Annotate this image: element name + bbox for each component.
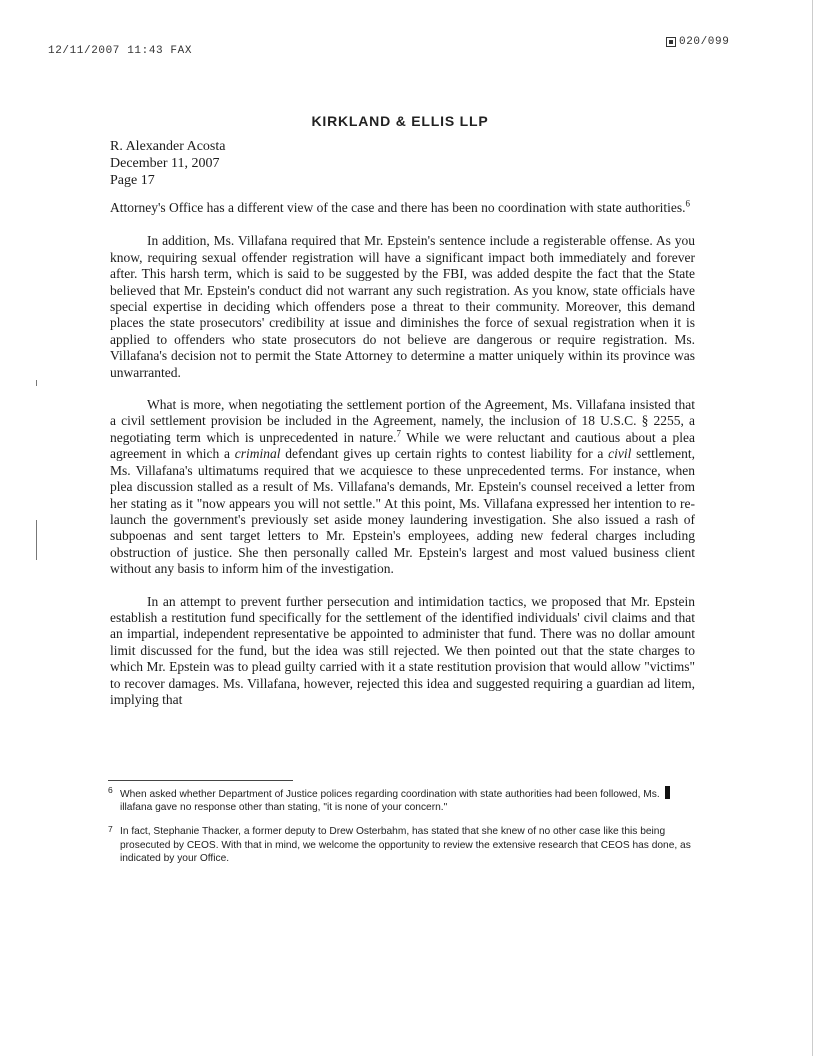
footnote-6: 6 When asked whether Department of Justice polices regarding coordination with state authorities had been followed, Ms. illafana gave no response other than stating, "it is none of your concern.": [108, 786, 698, 814]
footnote-7: 7 In fact, Stephanie Thacker, a former deputy to Drew Osterbahm, has stated that she knew of no other case like this being prosecuted by CEOS. With that in mind, we welcome the opportunity to review the extensive research that CEOS has done, as indicated by your Office.: [108, 824, 691, 864]
emphasis-criminal: criminal: [234, 446, 281, 462]
redaction-mark: [665, 786, 670, 799]
page-indicator: Page 17: [110, 173, 155, 188]
fax-page-number: 020/099: [679, 36, 730, 48]
paragraph-continuation: Attorney's Office has a different view of the case and there has been no coordination with state authorities.$^6$: [110, 198, 690, 215]
scan-edge: [812, 0, 813, 1056]
fax-page-counter: [666, 36, 729, 48]
fax-timestamp: 12/11/2007 11:43 FAX: [48, 45, 193, 57]
paragraph-restitution: In an attempt to prevent further persecution and intimidation tactics, we proposed that Mr. Epstein establish a restitution fund specifically for the settlement of the identified individuals' civil claims and that an impartial, independent representative be appointed to administer that fund. There was no dollar amount limit discussed for the fund, but the idea was still rejected. We then pointed out that the state charges to which Mr. Epstein was to plead guilty carried with it a state restitution provision that would allow "victims" to recover damages. Ms. Villafana, however, rejected this idea and suggested requiring a guardian ad litem, implying that: [110, 593, 695, 707]
footnotes-section: [108, 786, 698, 876]
footnote-ref-6: 6: [685, 198, 690, 209]
scan-artifact: [36, 520, 37, 560]
recipient-name: R. Alexander Acosta: [110, 139, 226, 154]
scan-artifact: [36, 380, 37, 386]
footnote-number: 6: [108, 785, 113, 795]
emphasis-civil: civil: [608, 446, 632, 462]
fax-status-icon: [666, 37, 676, 47]
letterhead-firm-name: KIRKLAND & ELLIS LLP: [311, 113, 489, 129]
paragraph-registration: In addition, Ms. Villafana required that Mr. Epstein's sentence include a registerable offense. As you know, requiring sexual offender registration will have a significant impact both immediately and forever after. This harsh term, which is said to be suggested by the FBI, was added despite the fact that the State believed that Mr. Epstein's conduct did not warrant any such registration. As you know, state officials have special expertise in deciding which offenders pose a threat to their community. Moreover, this demand places the state prosecutors' credibility at issue and diminishes the force of sexual registration when it is applied to offenders who state prosecutors do not believe are dangerous or require registration. Ms. Villafana's decision not to permit the State Attorney to determine a matter uniquely within its province was unwarranted.: [110, 233, 695, 380]
address-block: [110, 138, 225, 189]
footnote-ref-7: 7: [396, 428, 402, 439]
paragraph-settlement: What is more, when negotiating the settlement portion of the Agreement, Ms. Villafana insisted that a civil settlement provision be included in the Agreement, namely, the inclusion of 18 U.S.C. § 2255, a negotiating term which is unprecedented in nature.$^7$ While we were reluctant and cautious about a plea agreement in which a criminal defendant gives up certain rights to contest liability for a civil settlement, Ms. Villafana's ultimatums required that we acquiesce to these unprecedented terms. For instance, when plea discussion stalled as a result of Ms. Villafana's demands, Mr. Epstein's counsel received a letter from her stating as it "now appears you will not settle." At this point, Ms. Villafana expressed her intention to re-launch the government's previously set aside money laundering investigation. She also issued a rash of subpoenas and sent target letters to Mr. Epstein's employees, adding new federal charges including obstruction of justice. She then personally called Mr. Epstein's largest and most valued business client without any basis to inform him of the investigation.: [110, 397, 696, 577]
letter-body: [110, 200, 695, 724]
footnote-separator: [108, 780, 293, 781]
letter-date: December 11, 2007: [110, 156, 220, 171]
footnote-number: 7: [108, 824, 113, 835]
